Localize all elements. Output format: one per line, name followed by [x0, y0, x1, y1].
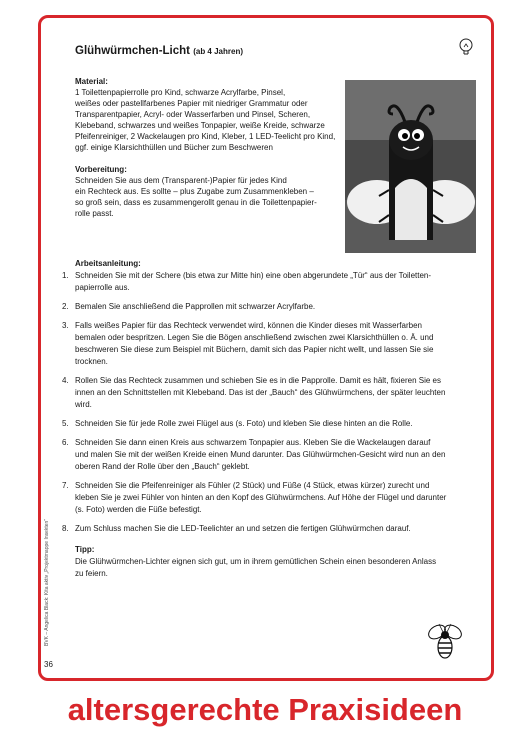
step-line: innen an den Schnittstellen mit Klebeband. Das ist der „Bauch“ des Glühwürmchens, der später leuchten	[75, 388, 446, 397]
title-age: (ab 4 Jahren)	[193, 47, 243, 56]
step-line: oberen Rand der Rolle über den „Bauch“ geklebt.	[75, 462, 250, 471]
step-line: Schneiden Sie die Pfeifenreiniger als Fühler (2 Stück) und Füße (4 Stück, etwas kürzer) zurecht und	[75, 481, 430, 490]
material-line: weißes oder pastellfarbenes Papier mit niedriger Grammatur oder	[75, 99, 308, 108]
step-line: und malen Sie mit der weißen Kreide einen Mund darunter. Das Glühwürmchen-Gesicht wird nun an den	[75, 450, 446, 459]
tipp-line: zu feiern.	[75, 569, 108, 578]
step-line: Rollen Sie das Rechteck zusammen und schieben Sie es in die Papprolle. Damit es hält, fixieren Sie es	[75, 376, 441, 385]
material-line: Klebeband, schwarzes und weißes Tonpapier, weiße Kreide, schwarze	[75, 121, 325, 130]
step-number: 5.	[62, 419, 69, 428]
step-number: 7.	[62, 481, 69, 490]
step-line: Schneiden Sie für jede Rolle zwei Flügel aus (s. Foto) und kleben Sie diese hinten an die Rolle.	[75, 419, 413, 428]
step-line: Falls weißes Papier für das Rechteck verwendet wird, können die Kinder dieses mit Wasserfarben	[75, 321, 422, 330]
step-item	[62, 437, 482, 473]
vorbereitung-section	[75, 164, 340, 219]
step-line: beschweren Sie diese zum Beispiel mit Büchern, damit sich das Papier nicht wellt, und lassen Sie sie	[75, 345, 434, 354]
arbeitsanleitung-heading: Arbeitsanleitung:	[75, 259, 141, 268]
tipp-line: Die Glühwürmchen-Lichter eignen sich gut, um in ihrem gemütlichen Schein einen besonderen Anlass	[75, 557, 437, 566]
vorbereitung-line: so groß sein, dass es zusammengerollt genau in die Toilettenpapier-	[75, 198, 317, 207]
lightbulb-icon	[453, 35, 479, 61]
arbeitsanleitung-section	[62, 258, 482, 535]
step-line: papierrolle aus.	[75, 283, 130, 292]
step-item	[62, 375, 482, 411]
step-number: 3.	[62, 321, 69, 330]
step-item	[62, 480, 482, 516]
step-line: kleben Sie je zwei Fühler von hinten an den Kopf des Glühwürmchens. Auf Höhe der Flügel und darunter	[75, 493, 447, 502]
title-text: Glühwürmchen-Licht	[75, 45, 190, 57]
vorbereitung-line: rolle passt.	[75, 209, 114, 218]
material-section	[75, 76, 345, 153]
step-item	[62, 270, 482, 294]
material-line: Pfeifenreiniger, 2 Wackelaugen pro Kind, Kleber, 1 LED-Teelicht pro Kind,	[75, 132, 336, 141]
bee-icon	[423, 619, 467, 663]
step-line: bemalen oder bespritzen. Legen Sie die Bögen anschließend zwischen zwei Klarsichthüllen o. Ä. und	[75, 333, 434, 342]
step-item	[62, 301, 482, 313]
step-line: Bemalen Sie anschließend die Papprollen mit schwarzer Acrylfarbe.	[75, 302, 316, 311]
footer-slogan: altersgerechte Praxisideen	[67, 692, 463, 727]
step-line: trocknen.	[75, 357, 108, 366]
step-item	[62, 418, 482, 430]
step-line: Zum Schluss machen Sie die LED-Teelichter an und setzen die fertigen Glühwürmchen darauf.	[75, 524, 411, 533]
page-title	[75, 45, 243, 57]
step-number: 8.	[62, 524, 69, 533]
side-credit: BVK – Angelica Black: Kita aktiv „Projektmappe Insekten“	[44, 518, 50, 646]
step-number: 6.	[62, 438, 69, 447]
step-item	[62, 523, 482, 535]
step-number: 4.	[62, 376, 69, 385]
step-line: Schneiden Sie mit der Schere (bis etwa zur Mitte hin) eine oben abgerundete „Tür“ aus der Toiletten-	[75, 271, 432, 280]
tipp-section	[75, 544, 475, 580]
material-line: 1 Toilettenpapierrolle pro Kind, schwarze Acrylfarbe, Pinsel,	[75, 88, 286, 97]
step-line: (s. Foto) werden die Füße befestigt.	[75, 505, 202, 514]
material-line: Transparentpapier, Acryl- oder Wasserfarben und Pinsel, Scheren,	[75, 110, 311, 119]
step-line: Schneiden Sie dann einen Kreis aus schwarzem Tonpapier aus. Kleben Sie die Wackelaugen darauf	[75, 438, 431, 447]
material-heading: Material:	[75, 77, 108, 86]
vorbereitung-heading: Vorbereitung:	[75, 165, 127, 174]
step-number: 1.	[62, 271, 69, 280]
page-number: 36	[44, 660, 53, 669]
tipp-heading: Tipp:	[75, 545, 95, 554]
step-line: wird.	[75, 400, 92, 409]
vorbereitung-line: ein Rechteck aus. Es sollte – plus Zugabe zum Zusammenkleben –	[75, 187, 314, 196]
step-item	[62, 320, 482, 368]
step-number: 2.	[62, 302, 69, 311]
vorbereitung-line: Schneiden Sie aus dem (Transparent-)Papier für jedes Kind	[75, 176, 287, 185]
material-line: ggf. einige Klarsichthüllen und Bücher zum Beschweren	[75, 143, 273, 152]
firefly-photo	[345, 80, 476, 253]
